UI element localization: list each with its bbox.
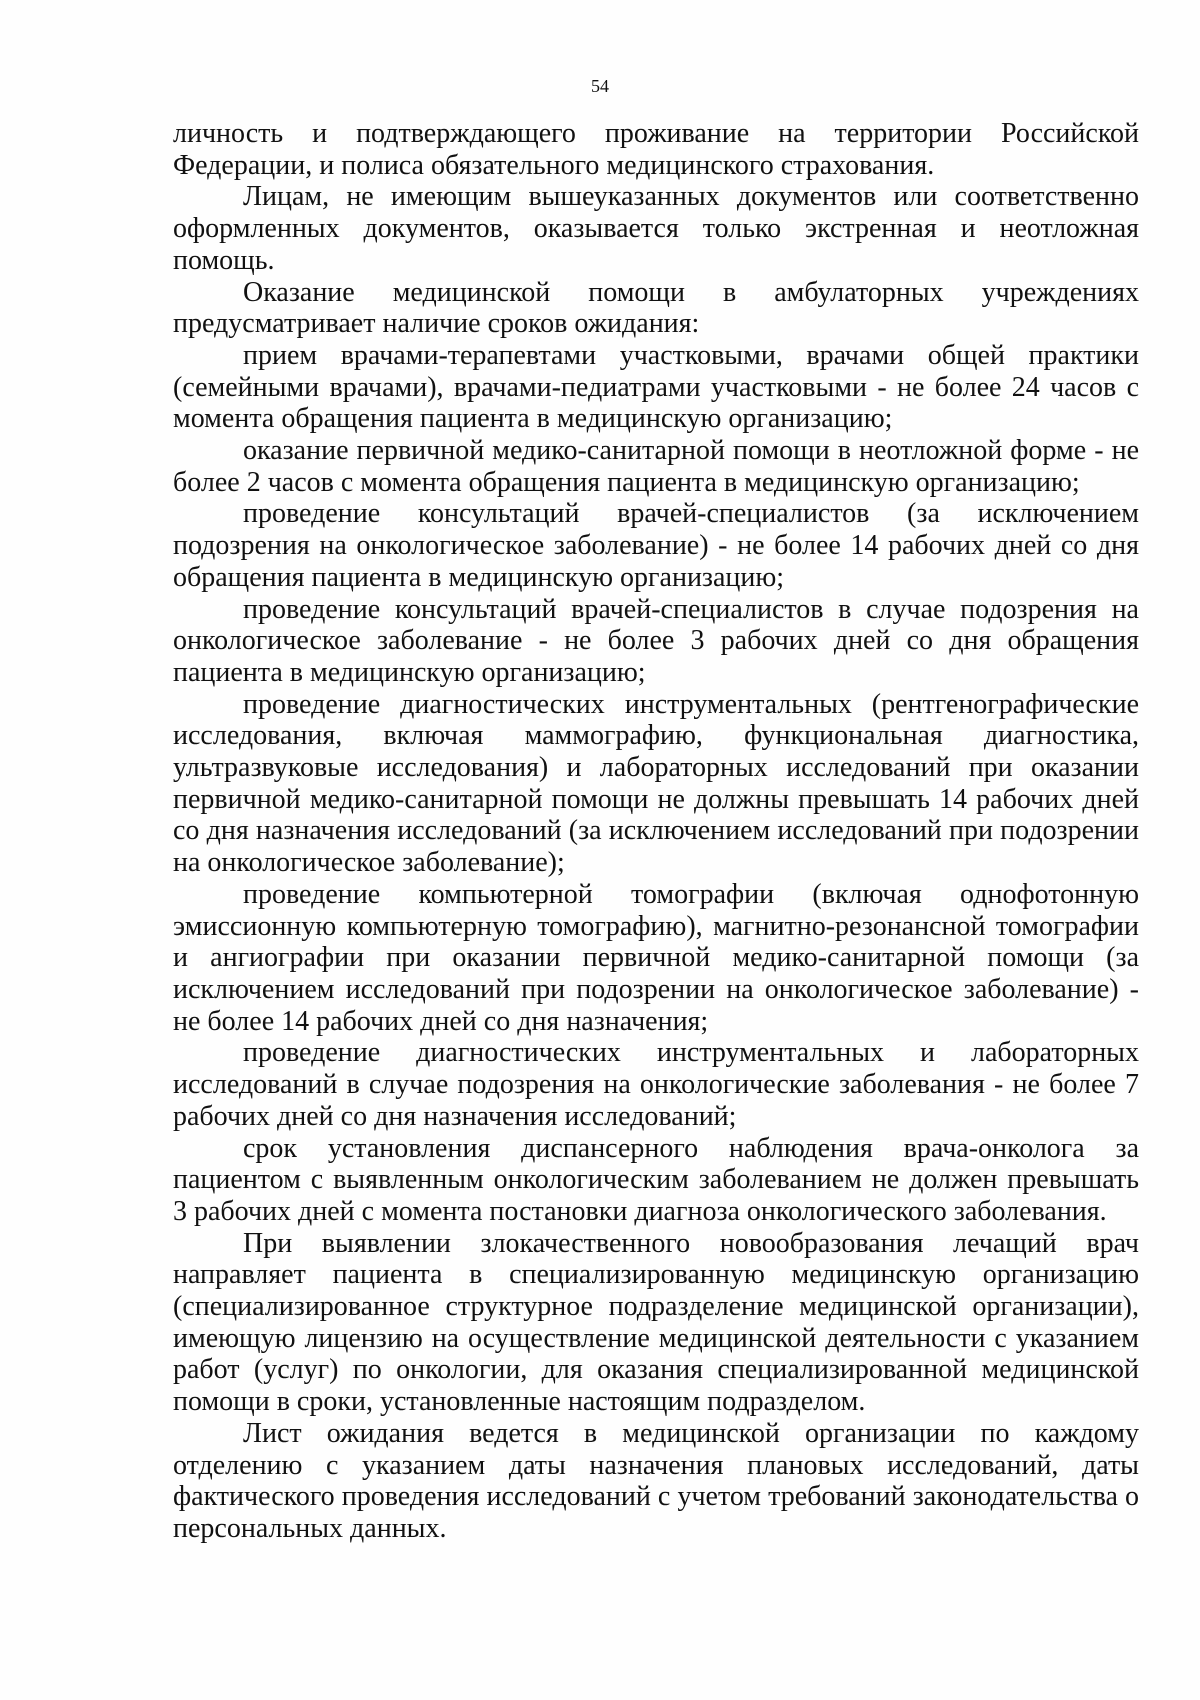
paragraph-6: проведение консультаций врачей-специалистов (за исключением подозрения на онкологическое заболевание) - не более 14 рабочих дней со дня обращения пациента в медицинскую организацию;: [173, 498, 1139, 593]
paragraph-12: При выявлении злокачественного новообразования лечащий врач направляет пациента в специализированную медицинскую организацию (специализированное структурное подразделение медицинской организации), имеющую лицензию на осуществление медицинской деятельности с указанием работ (услуг) по онкологии, для оказания специализированной медицинской помощи в сроки, установленные настоящим подразделом.: [173, 1227, 1139, 1418]
paragraph-5: оказание первичной медико-санитарной помощи в неотложной форме - не более 2 часов с момента обращения пациента в медицинскую организацию;: [173, 435, 1139, 498]
paragraph-11: срок установления диспансерного наблюдения врача-онколога за пациентом с выявленным онкологическим заболеванием не должен превышать 3 рабочих дней с момента постановки диагноза онкологического заболевания.: [173, 1132, 1139, 1227]
paragraph-10: проведение диагностических инструментальных и лабораторных исследований в случае подозрения на онкологические заболевания - не более 7 рабочих дней со дня назначения исследований;: [173, 1037, 1139, 1132]
paragraph-3: Оказание медицинской помощи в амбулаторных учреждениях предусматривает наличие сроков ожидания:: [173, 276, 1139, 340]
paragraph-9: проведение компьютерной томографии (включая однофотонную эмиссионную компьютерную томографию), магнитно-резонансной томографии и ангиографии при оказании первичной медико-санитарной помощи (за исключением исследований при подозрении на онкологическое заболевание) - не более 14 рабочих дней со дня назначения;: [173, 878, 1139, 1037]
paragraph-7: проведение консультаций врачей-специалистов в случае подозрения на онкологическое заболевание - не более 3 рабочих дней со дня обращения пациента в медицинскую организацию;: [173, 593, 1139, 688]
paragraph-13: Лист ожидания ведется в медицинской организации по каждому отделению с указанием даты назначения плановых исследований, даты фактического проведения исследований с учетом требований законодательства о персональных данных.: [173, 1417, 1139, 1544]
page-number: 54: [591, 76, 609, 96]
document-body: [173, 118, 1139, 1545]
paragraph-4: прием врачами-терапевтами участковыми, врачами общей практики (семейными врачами), врачами-педиатрами участковыми - не более 24 часов с момента обращения пациента в медицинскую организацию;: [173, 339, 1139, 435]
paragraph-1: личность и подтверждающего проживание на территории Российской Федерации, и полиса обязательного медицинского страхования.: [173, 118, 1139, 181]
paragraph-8: проведение диагностических инструментальных (рентгенографические исследования, включая маммографию, функциональная диагностика, ультразвуковые исследования) и лабораторных исследований при оказании первичной медико-санитарной помощи не должны превышать 14 рабочих дней со дня назначения исследований (за исключением исследований при подозрении на онкологическое заболевание);: [173, 688, 1139, 879]
paragraph-2: Лицам, не имеющим вышеуказанных документов или соответственно оформленных документов, оказывается только экстренная и неотложная помощь.: [173, 181, 1139, 276]
